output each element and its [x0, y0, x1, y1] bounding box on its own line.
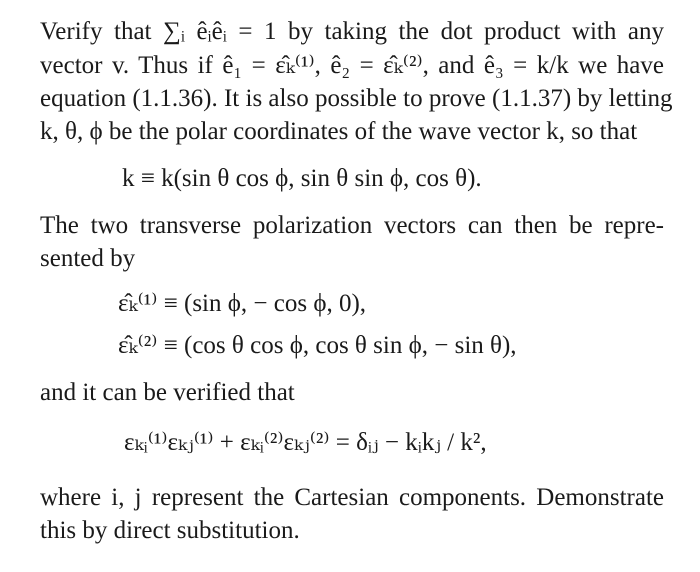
equation-polarization-1: ε̂ₖ⁽¹⁾ ≡ (sin ϕ, − cos ϕ, 0), [118, 290, 367, 317]
paragraph-2-line-2: sented by [40, 245, 136, 272]
paragraph-3: and it can be verified that [40, 379, 295, 406]
paragraph-4-line-1: where i, j represent the Cartesian components. Demonstrate [40, 484, 664, 511]
paragraph-1-line-2: vector v. Thus if ê₁ = ε̂ₖ⁽¹⁾, ê₂ = ε̂ₖ⁽²⁾, and ê₃ = k/k we have [40, 52, 664, 79]
equation-wave-vector: k ≡ k(sin θ cos ϕ, sin θ sin ϕ, cos θ). [122, 165, 482, 192]
paragraph-1-line-1: Verify that ∑ᵢ êᵢêᵢ = 1 by taking the dot product with any [40, 18, 664, 45]
paragraph-4-line-2: this by direct substitution. [40, 517, 300, 544]
equation-polarization-2: ε̂ₖ⁽²⁾ ≡ (cos θ cos ϕ, cos θ sin ϕ, − sin θ), [118, 332, 517, 359]
paragraph-1-line-4: k, θ, ϕ be the polar coordinates of the wave vector k, so that [40, 118, 638, 145]
paragraph-2-line-1: The two transverse polarization vectors can then be repre- [40, 212, 664, 239]
equation-completeness: εₖᵢ⁽¹⁾εₖⱼ⁽¹⁾ + εₖᵢ⁽²⁾εₖⱼ⁽²⁾ = δᵢⱼ − kᵢkⱼ / k², [124, 429, 487, 456]
paragraph-1-line-3: equation (1.1.36). It is also possible to prove (1.1.37) by letting [40, 85, 673, 112]
